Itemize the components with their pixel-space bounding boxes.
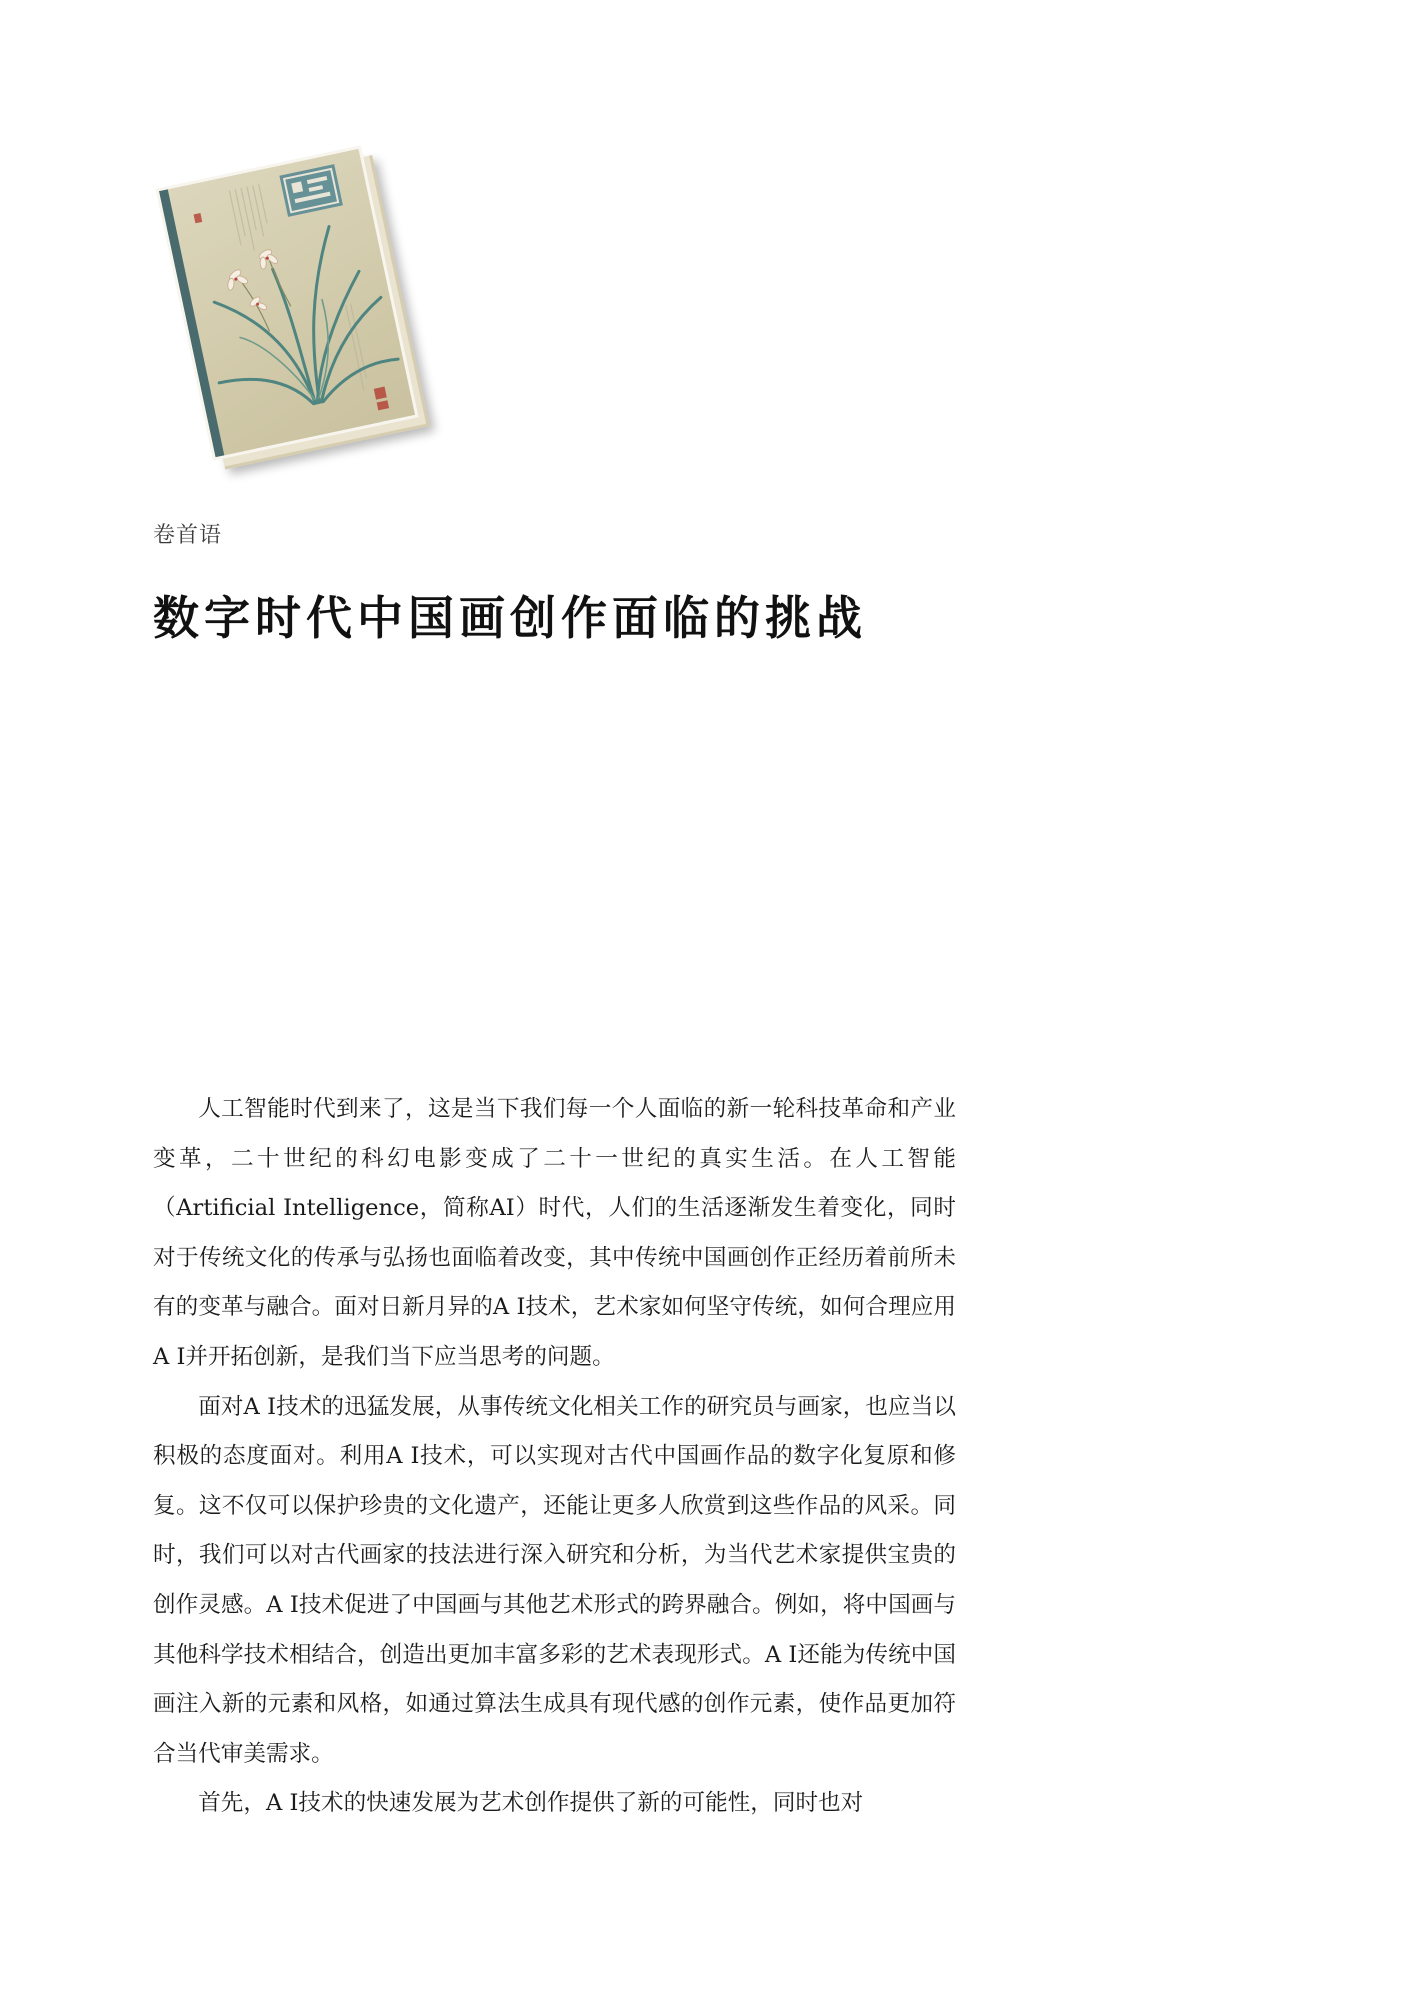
book xyxy=(155,145,418,461)
book-illustration xyxy=(160,150,425,470)
article-body xyxy=(153,1085,956,1829)
cover-title-block-icon xyxy=(279,164,343,217)
paragraph-3: 首先，A I技术的快速发展为艺术创作提供了新的可能性，同时也对 xyxy=(198,1790,864,1817)
page-title: 数字时代中国画创作面临的挑战 xyxy=(153,591,867,645)
section-label: 卷首语 xyxy=(153,523,223,548)
cover-seal-icon xyxy=(194,183,390,439)
paragraph-2: 面对A I技术的迅猛发展，从事传统文化相关工作的研究员与画家，也应当以积极的态度面对。利用A I技术，可以实现对古代中国画作品的数字化复原和修复。这不仅可以保护珍贵的文化遗产，还能让更多人欣赏到这些作品的风采。同时，我们可以对古代画家的技法进行深入研究和分析，为当代艺术家提供宝贵的创作灵感。A I技术促进了中国画与其他艺术形式的跨界融合。例如，将中国画与其他科学技术相结合，创造出更加丰富多彩的艺术表现形式。A I还能为传统中国画注入新的元素和风格，如通过算法生成具有现代感的创作元素，使作品更加符合当代审美需求。 xyxy=(153,1393,956,1767)
paragraph-1: 人工智能时代到来了，这是当下我们每一个人面临的新一轮科技革命和产业变革，二十世纪的科幻电影变成了二十一世纪的真实生活。在人工智能（Artificial Intelligence，简称AI）时代，人们的生活逐渐发生着变化，同时对于传统文化的传承与弘扬也面临着改变，其中传统中国画创作正经历着前所未有的变革与融合。面对日新月异的A I技术，艺术家如何坚守传统，如何合理应用A I并开拓创新，是我们当下应当思考的问题。 xyxy=(153,1096,956,1370)
